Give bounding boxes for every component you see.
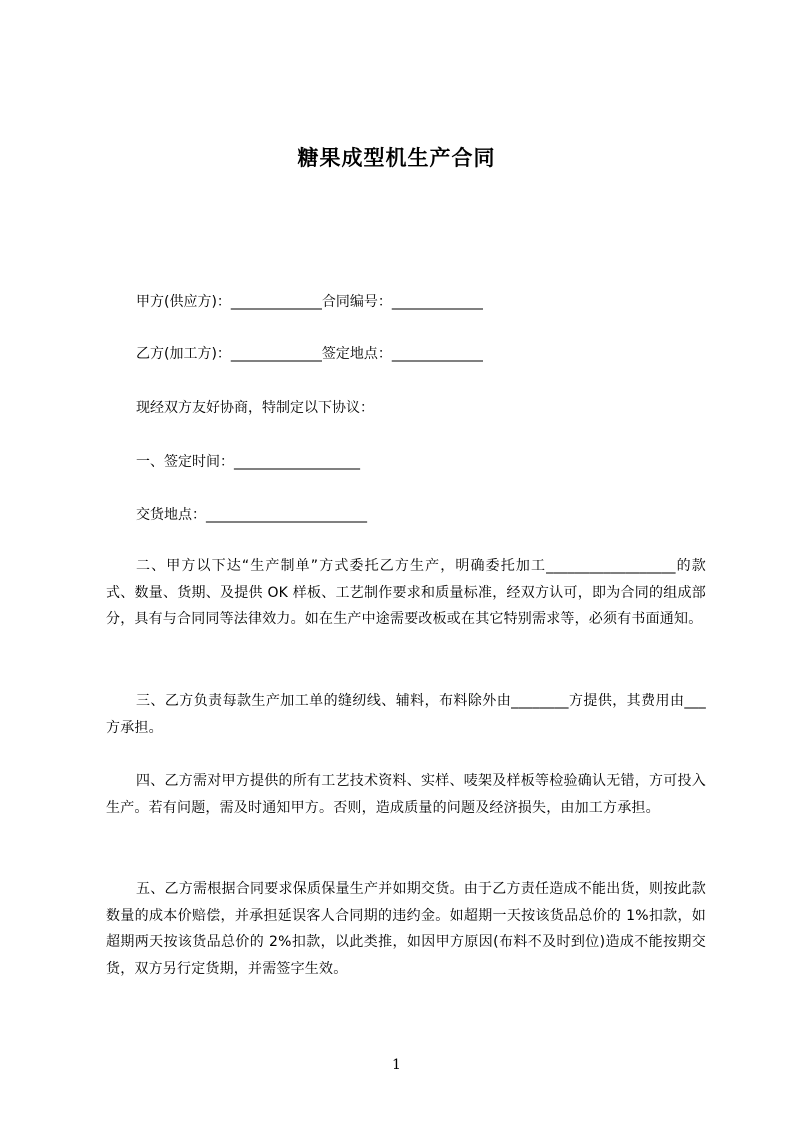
page-title: 糖果成型机生产合同 <box>297 146 496 170</box>
clause-4: 四、乙方需对甲方提供的所有工艺技术资料、实样、唛架及样板等检验确认无错，方可投入生产。若有问题，需及时通知甲方。否则，造成质量的问题及经济损失，由加工方承担。 <box>106 773 706 816</box>
sign-time-line: 一、签定时间：__________________ <box>136 454 360 470</box>
intro-line: 现经双方友好协商，特制定以下协议： <box>136 400 374 416</box>
delivery-location-line: 交货地点：_______________________ <box>136 507 367 523</box>
clause-5: 五、乙方需根据合同要求保质保量生产并如期交货。由于乙方责任造成不能出货，则按此款数量的成本价赔偿，并承担延误客人合同期的违约金。如超期一天按该货品总价的 1%扣款，如超期两天按该货品总价的 2%扣款，以此类推，如因甲方原因(布料不及时到位)造成不能按期交货，双方另行定货期，并需签字生效。 <box>106 881 706 977</box>
party-a-line: 甲方(供应方)：_____________合同编号：_____________ <box>136 294 483 310</box>
page-number: 1 <box>392 1057 401 1073</box>
clause-2: 二、甲方以下达“生产制单”方式委托乙方生产，明确委托加工__________________的款式、数量、货期、及提供 OK 样板、工艺制作要求和质量标准，经双方认可，即为合同的组成部分，具有与合同同等法律效力。如在生产中途需要改板或在其它特别需求等，必须有书面通知。 <box>106 558 706 627</box>
clause-3: 三、乙方负责每款生产加工单的缝纫线、辅料，布料除外由________方提供，其费用由___方承担。 <box>106 693 706 736</box>
party-b-line: 乙方(加工方)：_____________签定地点：_____________ <box>136 346 483 362</box>
